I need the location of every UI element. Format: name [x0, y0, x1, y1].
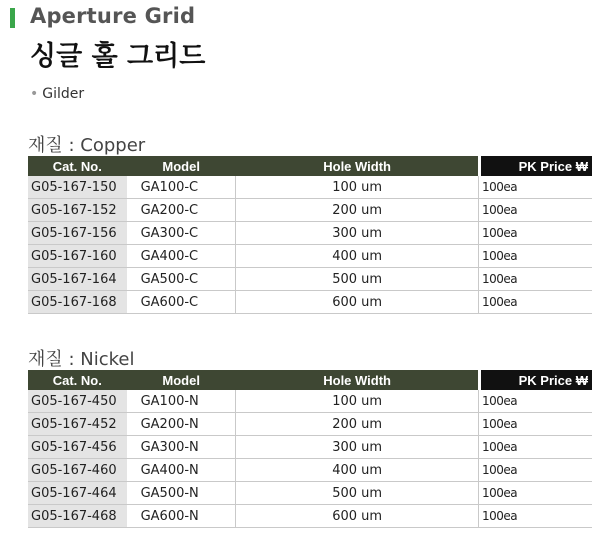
table-header-row [28, 156, 592, 176]
hole-width-cell: 500 um [236, 482, 479, 505]
cat-no-cell: G05-167-168 [28, 291, 127, 314]
cat-no-cell: G05-167-464 [28, 482, 127, 505]
table-row [28, 291, 592, 314]
page-title-korean: 싱글 홀 그리드 [30, 41, 206, 72]
unit-cell: 100ea [478, 413, 592, 436]
title-accent-bar [10, 8, 15, 28]
table-row [28, 482, 592, 505]
model-cell: GA600-C [127, 291, 236, 314]
col-header-hole-width: Hole Width [236, 370, 479, 390]
unit-cell: 100ea [478, 222, 592, 245]
model-cell: GA400-N [127, 459, 236, 482]
unit-cell: 100ea [478, 268, 592, 291]
col-header-price: PK Price ₩ [481, 370, 592, 390]
brand-name: Gilder [42, 86, 85, 102]
table-row [28, 245, 592, 268]
model-cell: GA600-N [127, 505, 236, 528]
table-row [28, 436, 592, 459]
hole-width-cell: 600 um [236, 291, 479, 314]
table-row [28, 199, 592, 222]
unit-cell: 100ea [478, 459, 592, 482]
unit-cell: 100ea [478, 176, 592, 199]
unit-cell: 100ea [478, 199, 592, 222]
model-cell: GA100-C [127, 176, 236, 199]
hole-width-cell: 300 um [236, 436, 479, 459]
col-header-model: Model [127, 156, 236, 176]
cat-no-cell: G05-167-160 [28, 245, 127, 268]
unit-cell: 100ea [478, 245, 592, 268]
col-header-model: Model [127, 370, 236, 390]
bullet-icon: • [30, 86, 39, 102]
section-title-nickel: 재질 : Nickel [28, 349, 135, 370]
table-header-row [28, 370, 592, 390]
unit-cell: 100ea [478, 505, 592, 528]
section-title-copper: 재질 : Copper [28, 135, 146, 156]
brand-label [30, 86, 84, 102]
nickel-spec-table [28, 370, 592, 528]
model-cell: GA500-N [127, 482, 236, 505]
cat-no-cell: G05-167-460 [28, 459, 127, 482]
model-cell: GA100-N [127, 390, 236, 413]
hole-width-cell: 400 um [236, 459, 479, 482]
model-cell: GA300-N [127, 436, 236, 459]
col-header-cat-no: Cat. No. [28, 370, 127, 390]
unit-cell: 100ea [478, 291, 592, 314]
hole-width-cell: 200 um [236, 413, 479, 436]
unit-cell: 100ea [478, 482, 592, 505]
model-cell: GA200-C [127, 199, 236, 222]
copper-spec-table [28, 156, 592, 314]
hole-width-cell: 400 um [236, 245, 479, 268]
model-cell: GA300-C [127, 222, 236, 245]
cat-no-cell: G05-167-150 [28, 176, 127, 199]
table-row [28, 505, 592, 528]
hole-width-cell: 600 um [236, 505, 479, 528]
table-row [28, 222, 592, 245]
model-cell: GA400-C [127, 245, 236, 268]
col-header-cat-no: Cat. No. [28, 156, 127, 176]
col-header-price: PK Price ₩ [481, 156, 592, 176]
cat-no-cell: G05-167-156 [28, 222, 127, 245]
hole-width-cell: 200 um [236, 199, 479, 222]
table-row [28, 413, 592, 436]
table-row [28, 390, 592, 413]
table-row [28, 176, 592, 199]
hole-width-cell: 500 um [236, 268, 479, 291]
hole-width-cell: 100 um [236, 176, 479, 199]
table-row [28, 268, 592, 291]
cat-no-cell: G05-167-450 [28, 390, 127, 413]
col-header-hole-width: Hole Width [236, 156, 479, 176]
cat-no-cell: G05-167-164 [28, 268, 127, 291]
table-row [28, 459, 592, 482]
unit-cell: 100ea [478, 390, 592, 413]
page-title-english: Aperture Grid [30, 4, 196, 28]
cat-no-cell: G05-167-456 [28, 436, 127, 459]
model-cell: GA500-C [127, 268, 236, 291]
cat-no-cell: G05-167-452 [28, 413, 127, 436]
cat-no-cell: G05-167-468 [28, 505, 127, 528]
cat-no-cell: G05-167-152 [28, 199, 127, 222]
model-cell: GA200-N [127, 413, 236, 436]
hole-width-cell: 300 um [236, 222, 479, 245]
unit-cell: 100ea [478, 436, 592, 459]
hole-width-cell: 100 um [236, 390, 479, 413]
